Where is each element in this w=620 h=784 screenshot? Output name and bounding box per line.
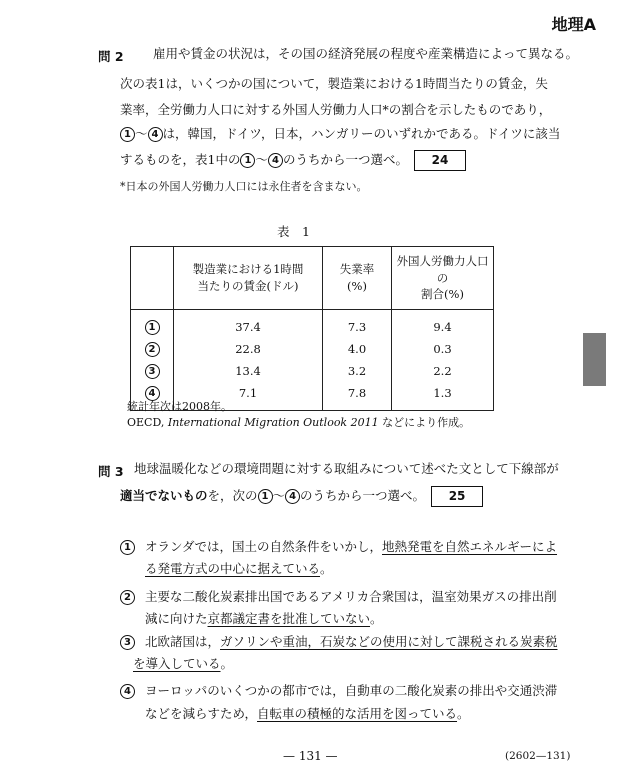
q2-line-1: 雇用や賃金の状況は，その国の経済発展の程度や産業構造によって異なる。 [153, 46, 579, 61]
q2-line-5: するものを，表1中の 1 〜 4 のうちから一つ選べ。 24 [120, 150, 466, 171]
table-row [131, 360, 494, 382]
table-row [131, 310, 494, 339]
table-note-year: 統計年次は2008年。 [127, 400, 232, 413]
option-4-line-1[interactable]: 4 ヨーロッパのいくつかの都市では，自動車の二酸化炭素の排出や交通渋滞 [120, 681, 557, 699]
exam-code: (2602—131) [505, 750, 571, 762]
option-4-mark: 4 [120, 684, 135, 699]
cell-wage: 13.4 [174, 360, 323, 382]
option-2-line-1[interactable]: 2 主要な二酸化炭素排出国であるアメリカ合衆国は，温室効果ガスの排出削 [120, 587, 557, 605]
q2-line-4: 1 〜 4 は，韓国，ドイツ，日本，ハンガリーのいずれかである。ドイツに該当 [120, 127, 560, 142]
q2-line-3: 業率，全労働力人口に対する外国人労働力人口*の割合を示したものであり， [120, 102, 552, 117]
cell-unemployment: 4.0 [323, 338, 392, 360]
choice-4-mark: 4 [268, 153, 283, 168]
choice-4-mark: 4 [285, 489, 300, 504]
option-2-mark: 2 [120, 590, 135, 605]
option-1-line-1[interactable]: 1 オランダでは，国土の自然条件をいかし，地熱発電を自然エネルギーによ [120, 537, 557, 555]
cell-foreign-labor: 2.2 [392, 360, 494, 382]
row-2-mark: 2 [145, 342, 160, 357]
subject-heading: 地理A [551, 15, 596, 34]
q2-footnote: *日本の外国人労働力人口には永住者を含まない。 [120, 180, 368, 193]
page-number: — 131 — [283, 749, 338, 763]
option-1-mark: 1 [120, 540, 135, 555]
question-3-label: 問 3 [98, 464, 124, 479]
table-title: 表 1 [277, 224, 310, 239]
header-wage: 製造業における1時間 当たりの賃金(ドル) [174, 247, 323, 310]
choice-1-mark: 1 [258, 489, 273, 504]
option-3-line-1[interactable]: 3 北欧諸国は，ガソリンや重油，石炭などの使用に対して課税される炭素税 [120, 632, 558, 650]
q3-line-2: 適当でないものを，次の 1 〜 4 のうちから一つ選べ。 25 [120, 486, 483, 507]
cell-wage: 37.4 [174, 310, 323, 339]
header-foreign-labor: 外国人労働力人口の 割合(%) [392, 247, 494, 310]
choice-4-mark: 4 [148, 127, 163, 142]
cell-unemployment: 3.2 [323, 360, 392, 382]
option-3-mark: 3 [120, 635, 135, 650]
cell-unemployment: 7.3 [323, 310, 392, 339]
row-3-mark: 3 [145, 364, 160, 379]
table-row [131, 338, 494, 360]
table-note-source: OECD, International Migration Outlook 2011 などにより作成。 [127, 416, 471, 429]
answer-box-25[interactable]: 25 [431, 486, 483, 507]
table-corner [131, 247, 174, 310]
cell-unemployment: 7.8 [323, 382, 392, 411]
page-tab-marker [583, 333, 606, 386]
data-table [130, 246, 494, 411]
choice-1-mark: 1 [120, 127, 135, 142]
q2-line-2: 次の表1は，いくつかの国について，製造業における1時間当たりの賃金，失 [120, 76, 548, 91]
option-1-line-2: る発電方式の中心に据えている。 [145, 561, 333, 576]
answer-box-24[interactable]: 24 [414, 150, 466, 171]
question-2-label: 問 2 [98, 49, 124, 64]
cell-foreign-labor: 1.3 [392, 382, 494, 411]
header-unemployment: 失業率 (%) [323, 247, 392, 310]
cell-foreign-labor: 9.4 [392, 310, 494, 339]
cell-wage: 22.8 [174, 338, 323, 360]
row-4-mark: 4 [145, 386, 160, 401]
option-2-line-2: 減に向けた京都議定書を批准していない。 [145, 611, 383, 626]
cell-foreign-labor: 0.3 [392, 338, 494, 360]
table-header-row [131, 247, 494, 310]
cell-wage: 7.1 [174, 382, 323, 411]
option-3-line-2: を導入している。 [133, 656, 234, 671]
row-1-mark: 1 [145, 320, 160, 335]
choice-1-mark: 1 [240, 153, 255, 168]
q3-line-1: 地球温暖化などの環境問題に対する取組みについて述べた文として下線部が [134, 461, 559, 476]
option-4-line-2: などを減らすため，自転車の積極的な活用を図っている。 [145, 706, 470, 721]
